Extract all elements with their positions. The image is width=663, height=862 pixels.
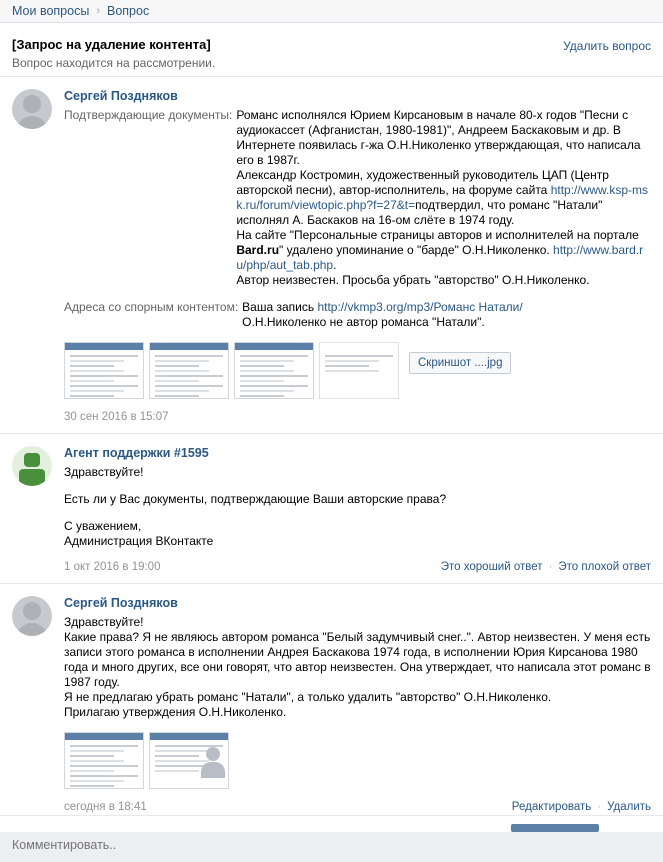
disputed-address-note: О.Н.Николенко не автор романса "Натали". — [242, 315, 485, 329]
good-answer-button[interactable]: Это хороший ответ — [440, 561, 543, 573]
attachment-file-chip[interactable]: Скриншот ....jpg — [409, 352, 511, 374]
message-author[interactable]: Агент поддержки #1595 — [64, 446, 209, 460]
message-paragraph-1: Какие права? Я не являюсь автором романса "Белый задумчивый снег..". Автор неизвестен. У меня есть записи этого романса в исполнении Андрея Баскакова 1974 года, в исполнении Юрия Кирсанова 1980 года и много других, все они говорят, что автор неизвестен. Она утверждает, что написала этот романс в 1987 году. — [64, 630, 651, 689]
question-header — [0, 23, 663, 76]
bard-site-name: Bard.ru — [236, 243, 280, 257]
forum-link[interactable]: http://www.ksp-msk.ru/forum/viewtopic.php?f=27&t= — [236, 183, 649, 212]
message-item — [0, 583, 663, 823]
message-paragraph-3a: На сайте "Персональные страницы авторов и исполнителей на портале — [236, 228, 639, 242]
message-body — [64, 596, 651, 813]
breadcrumb-my-questions[interactable]: Мои вопросы — [12, 4, 90, 18]
message-text — [64, 615, 651, 720]
submit-button[interactable] — [511, 824, 599, 832]
message-item — [0, 433, 663, 583]
edit-button[interactable]: Редактировать — [511, 801, 592, 813]
message-author[interactable]: Сергей Поздняков — [64, 596, 178, 610]
bard-link[interactable]: http://www.bard.ru/php/aut_tab.php — [236, 243, 644, 272]
message-author[interactable]: Сергей Поздняков — [64, 89, 178, 103]
breadcrumb-current: Вопрос — [107, 4, 150, 18]
message-paragraph-3b: " удалено упоминание о "барде" О.Н.Николенко. — [279, 243, 554, 257]
message-greeting: Здравствуйте! — [64, 615, 144, 629]
action-separator: · — [548, 561, 553, 573]
message-paragraph-2b: подтвердил, что романс "Натали" исполнял А. Баскаков на 16-ом слёте в 1974 году. — [236, 198, 603, 227]
message-body — [64, 446, 651, 573]
message-footer — [64, 411, 651, 423]
message-paragraph-3tail: . — [333, 258, 337, 272]
message-actions — [441, 561, 651, 573]
bad-answer-button[interactable]: Это плохой ответ — [558, 561, 651, 573]
message-date: сегодня в 18:41 — [64, 801, 147, 813]
avatar[interactable] — [12, 446, 52, 486]
attachment-thumbnail[interactable] — [149, 342, 229, 399]
question-status: Вопрос находится на рассмотрении. — [12, 56, 216, 70]
disputed-content-link[interactable]: http://vkmp3.org/mp3/Романс Натали/ — [317, 300, 523, 314]
disputed-address-prefix: Ваша запись — [242, 300, 318, 314]
attachment-thumbnail[interactable] — [64, 342, 144, 399]
attachment-thumbnail[interactable] — [319, 342, 399, 399]
disputed-addresses-label: Адреса со спорным контентом: — [64, 300, 239, 314]
avatar[interactable] — [12, 596, 52, 636]
message-paragraph-1: Романс исполнялся Юрием Кирсановым в начале 80-х годов "Песни с аудиокассет (Афганистан, 1980-1981)", Андреем Баскаковым и др. В Интернете появилась г-жа О.Н.Николенко утверждающая, что написала его в 1987г. — [236, 108, 641, 167]
message-greeting: Здравствуйте! — [64, 465, 144, 479]
bottom-bar — [0, 815, 663, 832]
delete-question-button[interactable]: Удалить вопрос — [563, 39, 651, 53]
attachment-thumbnail[interactable] — [149, 732, 229, 789]
attachment-thumbnail[interactable] — [234, 342, 314, 399]
message-actions — [512, 801, 651, 813]
message-text — [64, 108, 651, 330]
message-footer — [64, 561, 651, 573]
message-date: 1 окт 2016 в 19:00 — [64, 561, 161, 573]
message-signature-1: С уважением, — [64, 519, 142, 533]
message-text — [64, 465, 651, 549]
message-paragraph-3: Прилагаю утверждения О.Н.Николенко. — [64, 705, 287, 719]
message-paragraph-4: Автор неизвестен. Просьба убрать "авторство" О.Н.Николенко. — [236, 273, 590, 287]
supporting-docs-label: Подтверждающие документы: — [64, 108, 233, 122]
message-body — [64, 89, 651, 423]
message-signature-2: Администрация ВКонтакте — [64, 534, 214, 548]
action-separator: · — [597, 801, 602, 813]
message-paragraph-2: Я не предлагаю убрать романс "Натали", а только удалить "авторство" О.Н.Николенко. — [64, 690, 552, 704]
breadcrumb-separator-icon: › — [96, 5, 100, 17]
message-date: 30 сен 2016 в 15:07 — [64, 411, 169, 423]
attachment-thumbnail[interactable] — [64, 732, 144, 789]
page-title: [Запрос на удаление контента] — [12, 37, 211, 52]
message-item — [0, 76, 663, 433]
breadcrumb — [0, 0, 663, 23]
message-footer — [64, 801, 651, 813]
message-paragraph-1: Есть ли у Вас документы, подтверждающие Ваши авторские права? — [64, 492, 447, 506]
comment-input[interactable] — [12, 838, 651, 852]
message-paragraph-2a: Александр Костромин, художественный руководитель ЦАП (Центр авторской песни), автор-исполнитель, на форуме сайта — [236, 168, 609, 197]
delete-button[interactable]: Удалить — [607, 801, 651, 813]
avatar[interactable] — [12, 89, 52, 129]
attachment-list — [64, 732, 651, 789]
attachment-list — [64, 342, 651, 399]
